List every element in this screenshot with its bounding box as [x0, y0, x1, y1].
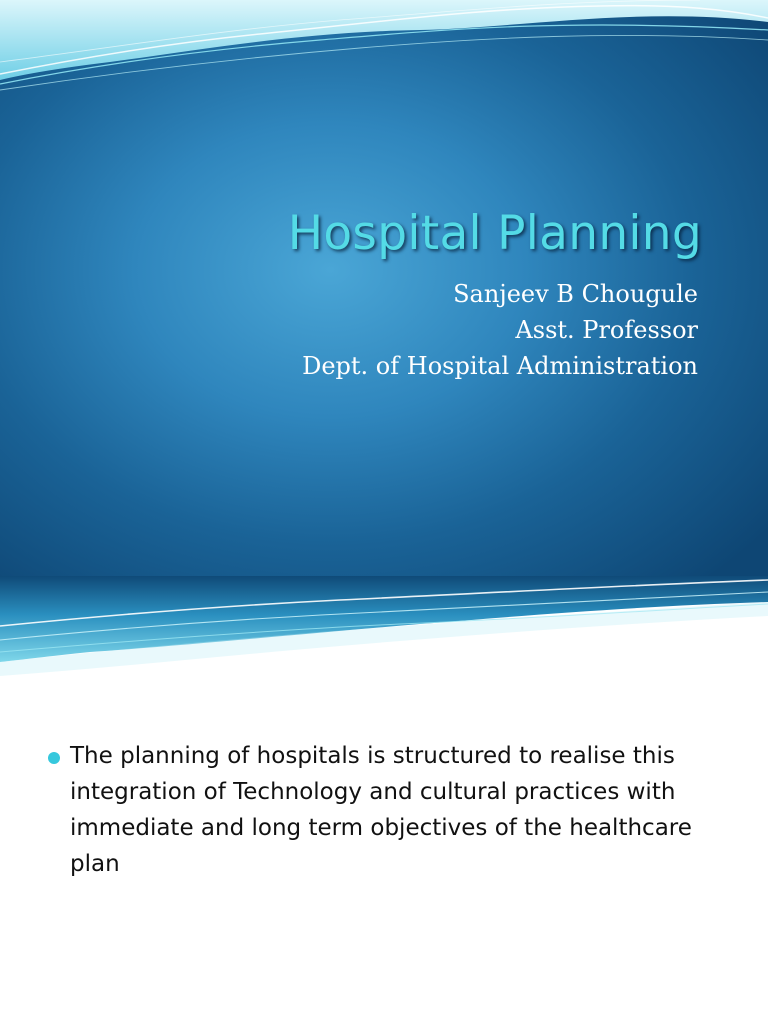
bullet-text-line: plan: [70, 851, 120, 877]
presenter-department: Dept. of Hospital Administration: [302, 352, 698, 380]
slide-title: Hospital Planning: [287, 206, 702, 261]
list-item: [44, 738, 744, 882]
bullet-text-line: integration of Technology and cultural practices with: [70, 779, 676, 805]
bullet-text-line: The planning of hospitals is structured to realise this: [70, 743, 675, 769]
presenter-info: [302, 276, 698, 384]
presenter-name: Sanjeev B Chougule: [453, 280, 698, 308]
bullet-text-line: immediate and long term objectives of the healthcare: [70, 815, 692, 841]
bullet-list: [44, 738, 744, 882]
presenter-position: Asst. Professor: [515, 316, 698, 344]
content-slide: [0, 576, 768, 1024]
bullet-icon: [48, 752, 60, 764]
content-wave-decoration: [0, 576, 768, 696]
